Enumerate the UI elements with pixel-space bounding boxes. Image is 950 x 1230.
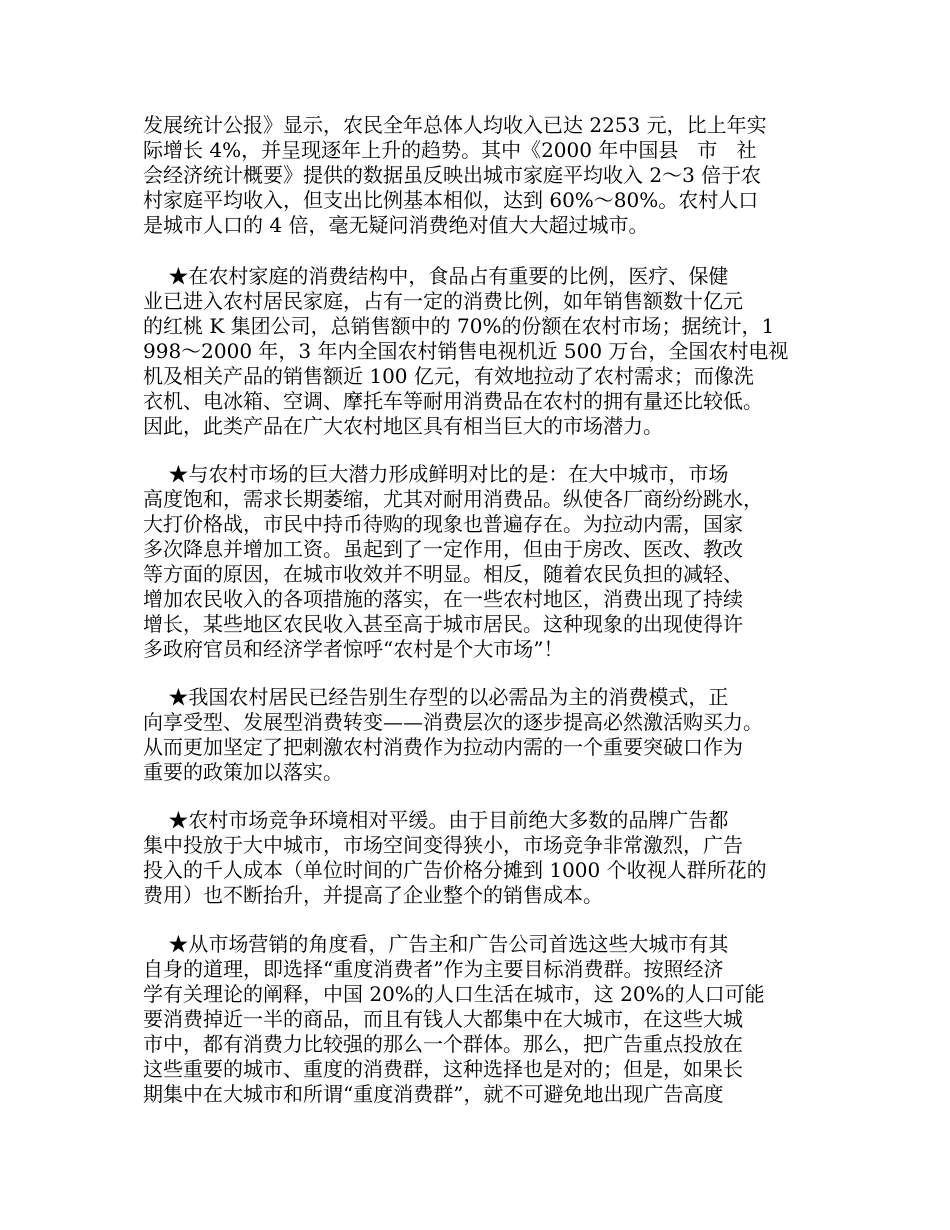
text-line: 费用）也不断抬升，并提高了企业整个的销售成本。 bbox=[143, 883, 603, 907]
text-line: 这些重要的城市、重度的消费群，这种选择也是对的；但是，如果长 bbox=[143, 1057, 743, 1081]
text-line: 村家庭平均收入，但支出比例基本相似，达到 60%～80%。农村人口 bbox=[143, 188, 759, 212]
text-line: 业已进入农村居民家庭，占有一定的消费比例，如年销售额数十亿元 bbox=[143, 289, 743, 313]
text-line: 衣机、电冰箱、空调、摩托车等耐用消费品在农村的拥有量还比较低。 bbox=[143, 389, 763, 413]
paragraph-rural-consumption-structure bbox=[143, 264, 803, 439]
text-line: 投入的千人成本（单位时间的广告价格分摊到 1000 个收视人群所花的 bbox=[143, 858, 767, 882]
text-line: 期集中在大城市和所谓“重度消费群”，就不可避免地出现广告高度 bbox=[143, 1082, 724, 1106]
paragraph-competition-environment bbox=[143, 808, 803, 908]
text-line: 会经济统计概要》提供的数据虽反映出城市家庭平均收入 2～3 倍于农 bbox=[143, 163, 762, 187]
text-line: 际增长 4%，并呈现逐年上升的趋势。其中《2000 年中国县 市 社 bbox=[143, 138, 757, 162]
text-line: 增加农民收入的各项措施的落实，在一些农村地区，消费出现了持续 bbox=[143, 587, 743, 611]
text-line: 998～2000 年，3 年内全国农村销售电视机近 500 万台，全国农村电视 bbox=[143, 339, 789, 363]
paragraph-consumption-pattern-shift bbox=[143, 685, 803, 785]
paragraph-rural-income-stats bbox=[143, 113, 803, 238]
text-line: 高度饱和，需求长期萎缩，尤其对耐用消费品。纵使各厂商纷纷跳水， bbox=[143, 487, 763, 511]
text-line: 要消费掉近一半的商品，而且有钱人大都集中在大城市，在这些大城 bbox=[143, 1007, 743, 1031]
paragraph-marketing-perspective bbox=[143, 932, 803, 1107]
text-line: 市中，都有消费力比较强的那么一个群体。那么，把广告重点投放在 bbox=[143, 1032, 743, 1056]
text-line: 大打价格战，市民中持币待购的现象也普遍存在。为拉动内需，国家 bbox=[143, 512, 743, 536]
text-line: 等方面的原因，在城市收效并不明显。相反，随着农民负担的减轻、 bbox=[143, 562, 743, 586]
text-line: 多次降息并增加工资。虽起到了一定作用，但由于房改、医改、教改 bbox=[143, 537, 743, 561]
text-line: 多政府官员和经济学者惊呼“农村是个大市场”！ bbox=[143, 637, 564, 661]
text-line: 的红桃 K 集团公司，总销售额中的 70%的份额在农村市场；据统计，1 bbox=[143, 314, 775, 338]
paragraph-urban-market-contrast bbox=[143, 462, 803, 662]
text-line: ★我国农村居民已经告别生存型的以必需品为主的消费模式，正 bbox=[143, 685, 729, 709]
text-line: ★从市场营销的角度看，广告主和广告公司首选这些大城市有其 bbox=[143, 932, 729, 956]
text-line: 因此，此类产品在广大农村地区具有相当巨大的市场潜力。 bbox=[143, 414, 663, 438]
text-line: 向享受型、发展型消费转变——消费层次的逐步提高必然激活购买力。 bbox=[143, 710, 763, 734]
text-line: 从而更加坚定了把刺激农村消费作为拉动内需的一个重要突破口作为 bbox=[143, 735, 743, 759]
text-line: 集中投放于大中城市，市场空间变得狭小，市场竞争非常激烈，广告 bbox=[143, 833, 743, 857]
text-line: ★农村市场竞争环境相对平缓。由于目前绝大多数的品牌广告都 bbox=[143, 808, 729, 832]
text-line: 增长，某些地区农民收入甚至高于城市居民。这种现象的出现使得许 bbox=[143, 612, 743, 636]
text-line: 发展统计公报》显示，农民全年总体人均收入已达 2253 元，比上年实 bbox=[143, 113, 767, 137]
text-line: 学有关理论的阐释，中国 20%的人口生活在城市，这 20%的人口可能 bbox=[143, 982, 765, 1006]
text-line: 是城市人口的 4 倍，毫无疑问消费绝对值大大超过城市。 bbox=[143, 213, 649, 237]
text-line: ★与农村市场的巨大潜力形成鲜明对比的是：在大中城市，市场 bbox=[143, 462, 729, 486]
text-line: 重要的政策加以落实。 bbox=[143, 760, 343, 784]
text-line: 机及相关产品的销售额近 100 亿元，有效地拉动了农村需求；而像洗 bbox=[143, 364, 754, 388]
text-line: ★在农村家庭的消费结构中，食品占有重要的比例，医疗、保健 bbox=[143, 264, 729, 288]
text-line: 自身的道理，即选择“重度消费者”作为主要目标消费群。按照经济 bbox=[143, 957, 724, 981]
